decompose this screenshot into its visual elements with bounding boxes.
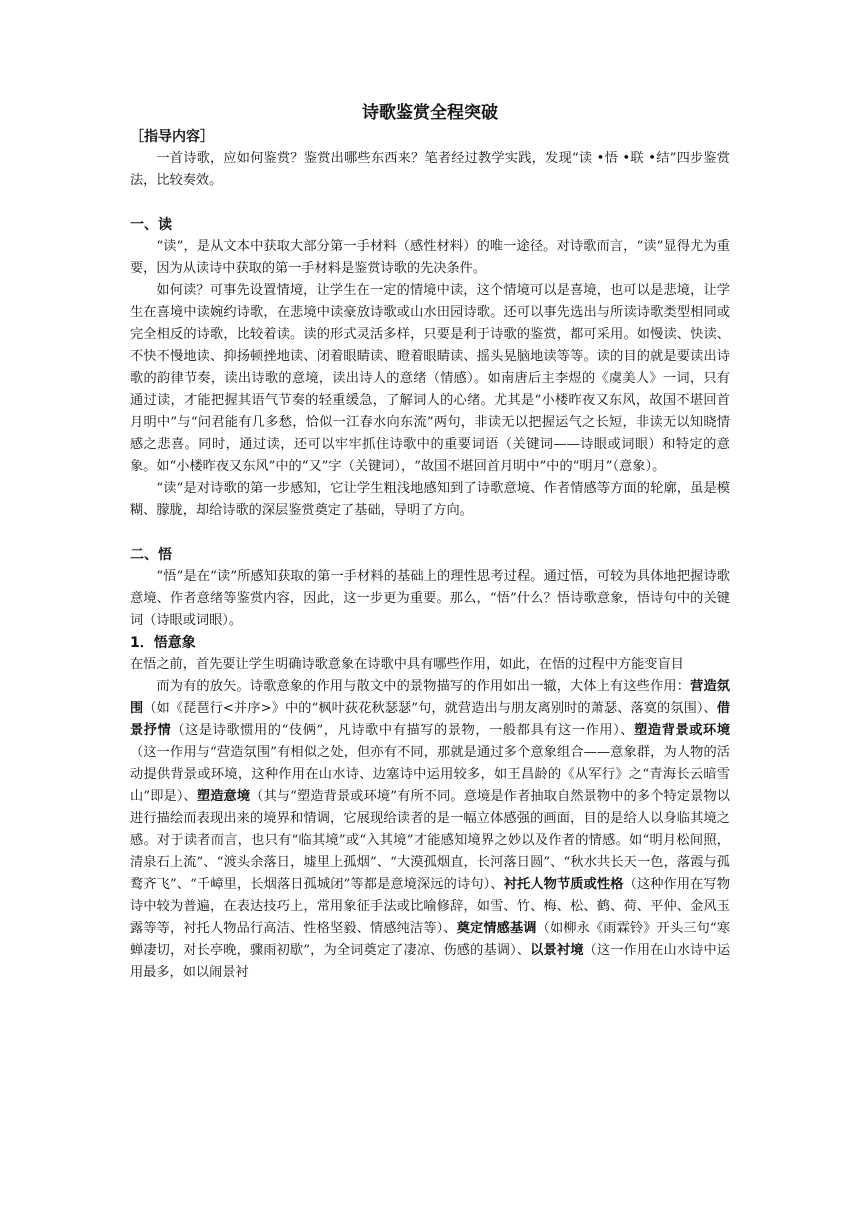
text-run: （这是诗歌惯用的“伎俩”，凡诗歌中有描写的景物，一般都具有这一作用）、	[171, 723, 635, 738]
bold-term-7: 以景衬境	[530, 943, 584, 958]
bold-term-2: 借景抒情	[130, 701, 731, 738]
spacer	[130, 192, 730, 214]
bold-term-1: 营造氛围	[130, 679, 730, 716]
section-1-heading: 一、读	[130, 217, 172, 233]
section-1-paragraph-1: “读”，是从文本中获取大部分第一手材料（感性材料）的唯一途径。对诗歌而言，“读”显得尤为重要，因为从读诗中获取的第一手材料是鉴赏诗歌的先决条件。	[130, 239, 730, 276]
text-run: （这一作用在山水诗中运用最多，如以闹景衬	[130, 943, 731, 980]
document-page	[130, 100, 730, 984]
bold-term-3: 塑造背景或环境	[634, 723, 731, 738]
section-1-paragraph-3: “读”是对诗歌的第一步感知，它让学生粗浅地感知到了诗歌意境、作者情感等方面的轮廓，虽是模糊、朦胧，却给诗歌的深层鉴赏奠定了基础，导明了方向。	[130, 481, 730, 518]
bold-term-4: 塑造意境	[196, 789, 251, 804]
spacer	[130, 522, 730, 544]
guide-heading: ［指导内容］	[130, 129, 214, 145]
section-1-paragraph-2: 如何读？可事先设置情境，让学生在一定的情境中读，这个情境可以是喜境，也可以是悲境，让学生在喜境中读婉约诗歌，在悲境中读豪放诗歌或山水田园诗歌。还可以事先选出与所读诗歌类型相同或完全相反的诗歌，比较着读。读的形式灵活多样，只要是利于诗歌的鉴赏，都可采用。如慢读、快读、不快不慢地读、抑扬顿挫地读、闭着眼睛读、瞪着眼睛读、摇头晃脑地读等等。读的目的就是要读出诗歌的韵律节奏，读出诗歌的意境，读出诗人的意绪（情感）。如南唐后主李煜的《虞美人》一词，只有通过读，才能把握其语气节奏的轻重缓急，了解词人的心绪。尤其是“小楼昨夜又东风，故国不堪回首月明中”与“问君能有几多愁，恰似一江春水向东流”两句，非读无以把握运气之长短，非读无以知晓情感之悲喜。同时，通过读，还可以牢牢抓住诗歌中的重要词语（关键词——诗眼或词眼）和特定的意象。如“小楼昨夜又东风”中的“又”字（关键词），“故国不堪回首月明中”中的“明月”（意象）。	[130, 283, 730, 474]
text-run: （其与“塑造背景或环境”有所不同。意境是作者抽取自然景物中的多个特定景物以进行描绘而表现出来的境界和情调，它展现给读者的是一幅立体感强的画面，目的是给人以身临其境之感。对于读者而言，也只有“临其境”或“入其境”才能感知境界之妙以及作者的情感。如“明月松间照，清泉石上流”、“渡头余落日，墟里上孤烟”、“大漠孤烟直，长河落日圆”、“秋水共长天一色，落霞与孤鹜齐飞”、“千嶂里，长烟落日孤城闭”等都是意境深远的诗句）、	[130, 789, 730, 892]
subsection-1-heading: 1．悟意象	[130, 635, 196, 651]
bold-term-5: 衬托人物节质或性格	[503, 877, 624, 892]
intro-paragraph: 一首诗歌，应如何鉴赏？鉴赏出哪些东西来？笔者经过教学实践，发现“读 •悟 •联 •结”四步鉴赏法，比较奏效。	[130, 151, 730, 188]
text-run: 而为有的放矢。诗歌意象的作用与散文中的景物描写的作用如出一辙，大体上有这些作用：	[156, 679, 691, 694]
page-title: 诗歌鉴赏全程突破	[362, 103, 498, 123]
section-2-paragraph-2: 在悟之前，首先要让学生明确诗歌意象在诗歌中具有哪些作用，如此，在悟的过程中方能变盲目	[130, 657, 684, 672]
section-2-paragraph-1: “悟”是在“读”所感知获取的第一手材料的基础上的理性思考过程。通过悟，可较为具体地把握诗歌意境、作者意绪等鉴赏内容，因此，这一步更为重要。那么，“悟”什么？悟诗歌意象，悟诗句中的关键词（诗眼或词眼）。	[130, 569, 730, 628]
section-2-heading: 二、悟	[130, 547, 172, 563]
text-run: （这种作用在写物诗中较为普遍，在表达技巧上，常用象征手法或比喻修辞，如雪、竹、梅、松、鹤、荷、平仲、金风玉露等等，衬托人物品行高洁、性格坚毅、情感纯洁等）、	[130, 877, 731, 936]
section-2-paragraph-3	[130, 676, 730, 984]
text-run: （如《琵琶行<并序>》中的“枫叶荻花秋瑟瑟”句，就营造出与朋友离别时的萧瑟、落寞的氛围）、	[143, 701, 717, 716]
bold-term-6: 奠定情感基调	[456, 921, 537, 936]
text-run: （这一作用与“营造氛围”有相似之处，但亦有不同，那就是通过多个意象组合——意象群，为人物的活动提供背景或环境，这种作用在山水诗、边塞诗中运用较多，如王昌龄的《从军行》之“青海长云暗雪山”即是）、	[130, 745, 730, 804]
text-run: （如柳永《雨霖铃》开头三句“寒蝉凄切，对长亭晚，骤雨初歇”，为全词奠定了凄凉、伤感的基调）、	[130, 921, 730, 958]
